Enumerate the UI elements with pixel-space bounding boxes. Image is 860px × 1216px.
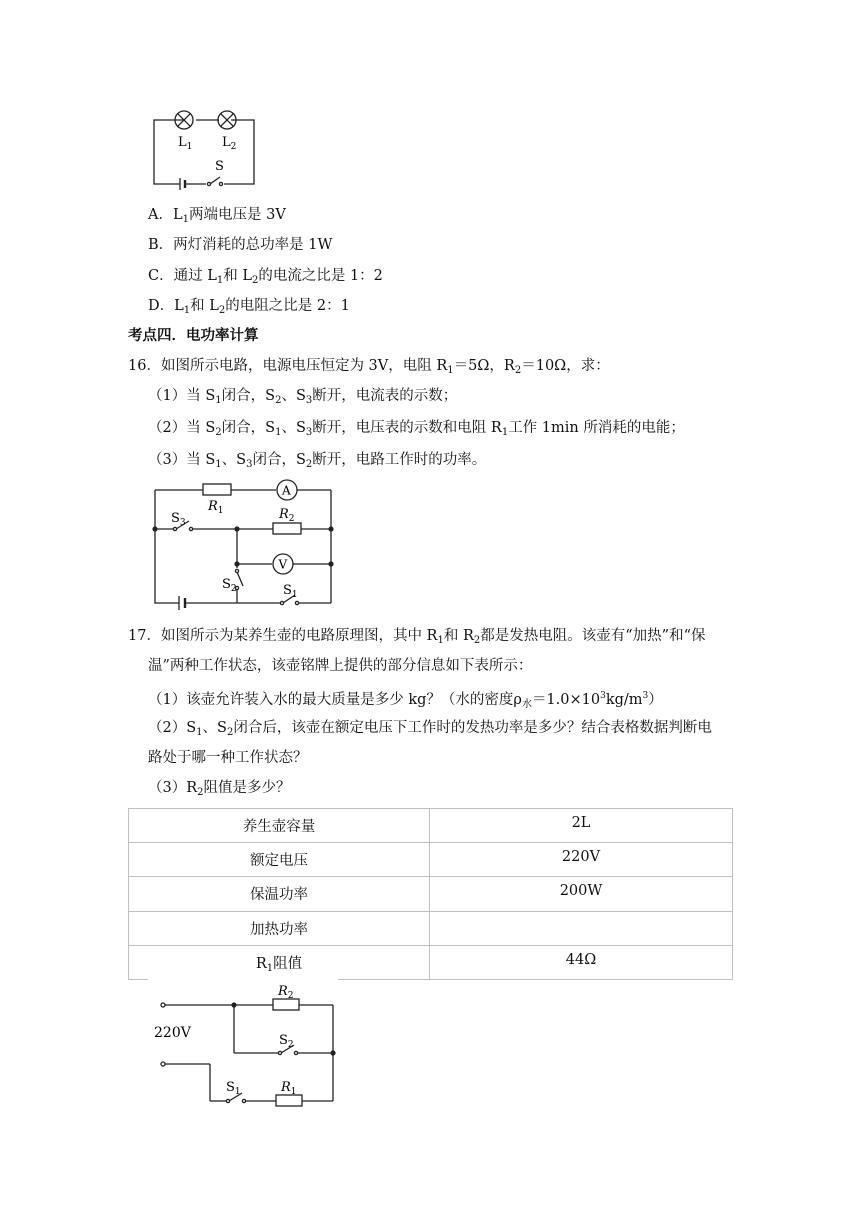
svg-text:R2: $R_2$: [279, 507, 295, 524]
q16-part3: （3）当 $S_1$、$S_3$闭合，$S_2$断开，电路工作时的功率。: [148, 452, 487, 470]
option-c: C．通过 $L_1$和 $L_2$的电流之比是 1：2: [148, 268, 383, 286]
svg-text:S3: $S_3$: [171, 511, 186, 528]
section-heading: 考点四．电功率计算: [128, 328, 259, 344]
switch-s2-icon: [237, 572, 243, 586]
table-cell-label: 养生壶容量: [129, 809, 430, 843]
resistor-r2-icon: [273, 999, 299, 1010]
circuit-figure-lamps: [140, 100, 270, 195]
svg-text:S2: $S_2$: [222, 577, 237, 594]
table-cell-label: 额定电压: [129, 843, 430, 877]
option-a: A．$L_1$两端电压是 3V: [148, 207, 286, 225]
table-row: [129, 809, 733, 843]
table-row: [129, 877, 733, 911]
resistor-r1-icon: [203, 484, 231, 495]
table-cell-value: 200W: [430, 877, 733, 911]
table-cell-value: 220V: [430, 843, 733, 877]
table-cell-value: 44Ω: [430, 945, 733, 979]
table-cell-label: 加热功率: [129, 911, 430, 945]
q16-part1: （1）当 $S_1$闭合，$S_2$、$S_3$断开，电流表的示数；: [148, 388, 458, 406]
svg-text:S2: $S_2$: [279, 1033, 294, 1050]
q17-part2-line2: 路处于哪一种工作状态？: [148, 750, 308, 766]
q17-part1: （1）该壶允许装入水的最大质量是多少 kg？（水的密度$\rho_水=1.0\times 10^3kg/m^3$）: [148, 691, 663, 710]
option-b: B．两灯消耗的总功率是 1W: [148, 237, 333, 253]
svg-text:L1: $L_1$: [178, 135, 193, 152]
q16-stem: 16．如图所示电路，电源电压恒定为 3V，电阻 $R_1=5\Omega$，$R_2=10\Omega$，求：: [128, 358, 610, 376]
q17-stem-line2: 温”两种工作状态，该壶铭牌上提供的部分信息如下表所示：: [148, 658, 533, 674]
table-row: [129, 911, 733, 945]
q17-part2-line1: $(2)S_1$、$S_2$闭合后，该壶在额定电压下工作时的发热功率是多少？结合表格数据判断电: [148, 720, 712, 738]
svg-text:L2: $L_2$: [222, 135, 237, 152]
svg-text:S1: $S_1$: [226, 1080, 241, 1097]
svg-text:220V: 220V: [154, 1025, 191, 1041]
table-cell-label: 保温功率: [129, 877, 430, 911]
svg-text:S1: $S_1$: [283, 583, 298, 600]
spec-table: [128, 808, 733, 980]
table-cell-value: 2L: [430, 809, 733, 843]
q17-stem-line1: 17．如图所示为某养生壶的电路原理图，其中 $R_1$和 $R_2$都是发热电阻。该壶有“加热”和“保: [128, 628, 706, 646]
svg-text:R1: $R_1$: [208, 499, 224, 516]
resistor-r2-icon: [273, 523, 301, 534]
svg-text:S: S: [215, 159, 224, 174]
circuit-figure-kettle: [148, 985, 348, 1110]
circuit-figure-q16: [145, 478, 345, 613]
table-row: [129, 843, 733, 877]
figure-mask: [148, 977, 338, 985]
table-row: [129, 945, 733, 979]
switch-s-icon: [210, 177, 220, 184]
q16-part2: （2）当 $S_2$闭合，$S_1$、$S_3$断开，电压表的示数和电阻 $R_1$工作 1min 所消耗的电能；: [148, 420, 685, 438]
table-cell-value: [430, 911, 733, 945]
svg-text:R2: $R_2$: [278, 985, 294, 1001]
table-cell-label: $R_1$阻值: [129, 945, 430, 979]
resistor-r1-icon: [276, 1095, 302, 1106]
option-d: D．$L_1$和 $L_2$的电阻之比是 2：1: [148, 298, 350, 316]
svg-text:V: V: [278, 557, 288, 572]
svg-text:A: A: [282, 483, 291, 498]
q17-part3: $(3)R_2$阻值是多少？: [148, 780, 291, 798]
svg-text:R1: $R_1$: [281, 1080, 297, 1097]
